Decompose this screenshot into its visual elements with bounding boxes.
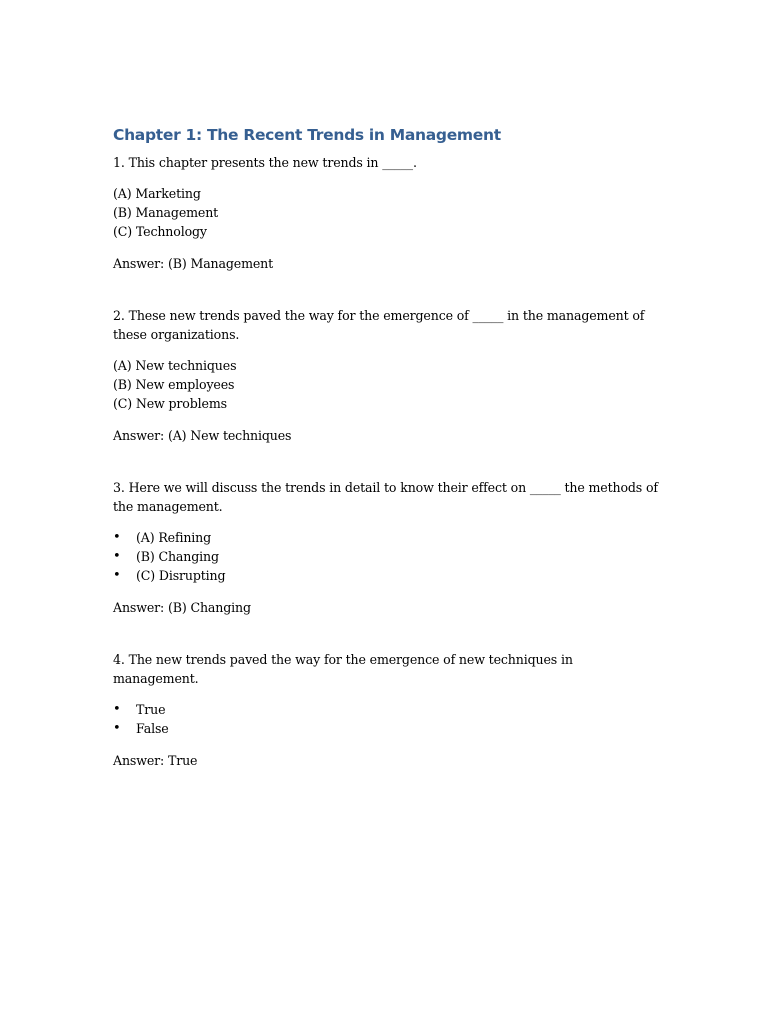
question-3	[113, 478, 658, 617]
bulleted-option-item	[113, 719, 658, 738]
question-2	[113, 306, 658, 445]
question-text: 4. The new trends paved the way for the emergence of new techniques in management.	[113, 652, 573, 686]
option-label: False	[136, 721, 169, 736]
bullet-icon: •	[113, 549, 121, 564]
bullet-icon: •	[113, 702, 121, 717]
question-1	[113, 153, 658, 273]
answer-text: Answer: (B) Management	[113, 256, 274, 271]
answer-text: Answer: True	[113, 753, 198, 768]
bullet-icon: •	[113, 530, 121, 545]
option-label: (B) Changing	[136, 549, 219, 564]
option-list	[113, 184, 658, 241]
option-list	[113, 356, 658, 413]
bulleted-option-item	[113, 528, 658, 547]
bulleted-option-item	[113, 700, 658, 719]
answer-text: Answer: (B) Changing	[113, 600, 251, 615]
chapter-title: Chapter 1: The Recent Trends in Management	[113, 126, 501, 144]
option-label: (C) Disrupting	[136, 568, 226, 583]
bulleted-option-item	[113, 547, 658, 566]
option-label: True	[136, 702, 166, 717]
question-text: 2. These new trends paved the way for the emergence of _____ in the management of these organizations.	[113, 308, 645, 342]
question-text: 1. This chapter presents the new trends in _____.	[113, 155, 417, 170]
bullet-icon: •	[113, 568, 121, 583]
option-item: (C) New problems	[113, 396, 227, 411]
option-item: (A) New techniques	[113, 358, 237, 373]
option-item: (B) Management	[113, 205, 219, 220]
question-4	[113, 650, 658, 770]
document-page	[113, 123, 658, 803]
answer-text: Answer: (A) New techniques	[113, 428, 292, 443]
bullet-icon: •	[113, 721, 121, 736]
bulleted-option-item	[113, 566, 658, 585]
question-text: 3. Here we will discuss the trends in detail to know their effect on _____ the methods of the management.	[113, 480, 658, 514]
option-item: (B) New employees	[113, 377, 235, 392]
bulleted-option-list	[113, 528, 658, 585]
option-item: (A) Marketing	[113, 186, 201, 201]
option-item: (C) Technology	[113, 224, 207, 239]
bulleted-option-list	[113, 700, 658, 738]
option-label: (A) Refining	[136, 530, 212, 545]
